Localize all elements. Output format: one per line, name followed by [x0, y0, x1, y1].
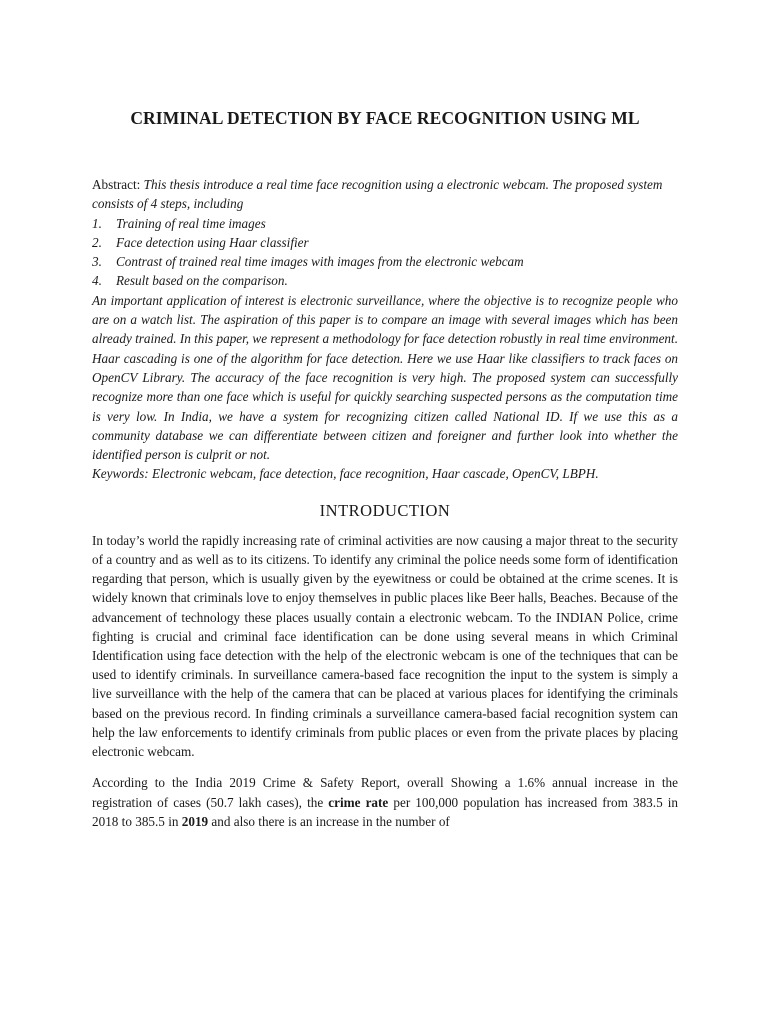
paper-title: CRIMINAL DETECTION BY FACE RECOGNITION USING ML [130, 108, 640, 128]
year-bold: 2019 [181, 814, 209, 829]
abstract-section [92, 175, 678, 484]
introduction-heading: INTRODUCTION [319, 500, 451, 520]
keywords: Keywords: Electronic webcam, face detection, face recognition, Haar cascade, OpenCV, LBPH. [92, 466, 599, 482]
crime-rate-bold: crime rate [328, 794, 389, 810]
abstract-intro-text: This thesis introduce a real time face recognition using a electronic webcam. The proposed system consists of 4 steps, including [92, 177, 663, 212]
introduction-paragraph: In today’s world the rapidly increasing rate of criminal activities are now causing a major threat to the security of a country and as well as to its citizens. To identify any criminal the police needs some form of identification regarding that person, which is usually given by the eyewitness or could be obtained at the crime scenes. It is widely known that criminals love to enjoy themselves in public places like Beer halls, Beaches. Because of the advancement of technology these places usually contain a electronic webcam. To the INDIAN Police, crime fighting is crucial and criminal face identification can be done using several means in which Criminal Identification using face detection with the help of the electronic webcam is one of the techniques that can be used to identify criminals. In surveillance camera-based face recognition the input to the system is simply a live surveillance with the help of the camera that can be placed at various places for identifying the criminals based on the previous record. In finding criminals a surveillance camera-based facial recognition system can help the law enforcements to identify criminals from public places or even from the private places by placing electronic webcam. [92, 532, 678, 759]
list-item: 3. Contrast of trained real time images with images from the electronic webcam [92, 254, 524, 270]
abstract-intro [92, 175, 678, 214]
abstract-label: Abstract: [92, 177, 141, 192]
list-item: 2. Face detection using Haar classifier [92, 234, 309, 250]
abstract-body: An important application of interest is electronic surveillance, where the objective is to recognize people who are on a watch list. The aspiration of this paper is to compare an image with several images which has been already trained. In this paper, we represent a methodology for face detection robustly in real time environment. Haar cascading is one of the algorithm for face detection. Here we use Haar like classifiers to track faces on OpenCV Library. The accuracy of the face recognition is very high. The proposed system can successfully recognize more than one face which is useful for quickly searching suspected persons as the computation time is very low. In India, we have a system for recognizing citizen called National ID. If we use this as a community database we can differentiate between citizen and foreigner and further look into whether the identified person is culprit or not. [92, 292, 678, 463]
list-item: 4. Result based on the comparison. [92, 273, 288, 289]
list-item: 1. Training of real time images [92, 215, 266, 231]
steps-list [92, 214, 678, 291]
crime-stats-paragraph: According to the India 2019 Crime & Safety Report, overall Showing a 1.6% annual increase in the registration of cases (50.7 lakh cases), the crime rate per 100,000 population has increased from 383.5 in 2018 to 385.5 in 2019 and also there is an increase in the number of [92, 775, 679, 829]
